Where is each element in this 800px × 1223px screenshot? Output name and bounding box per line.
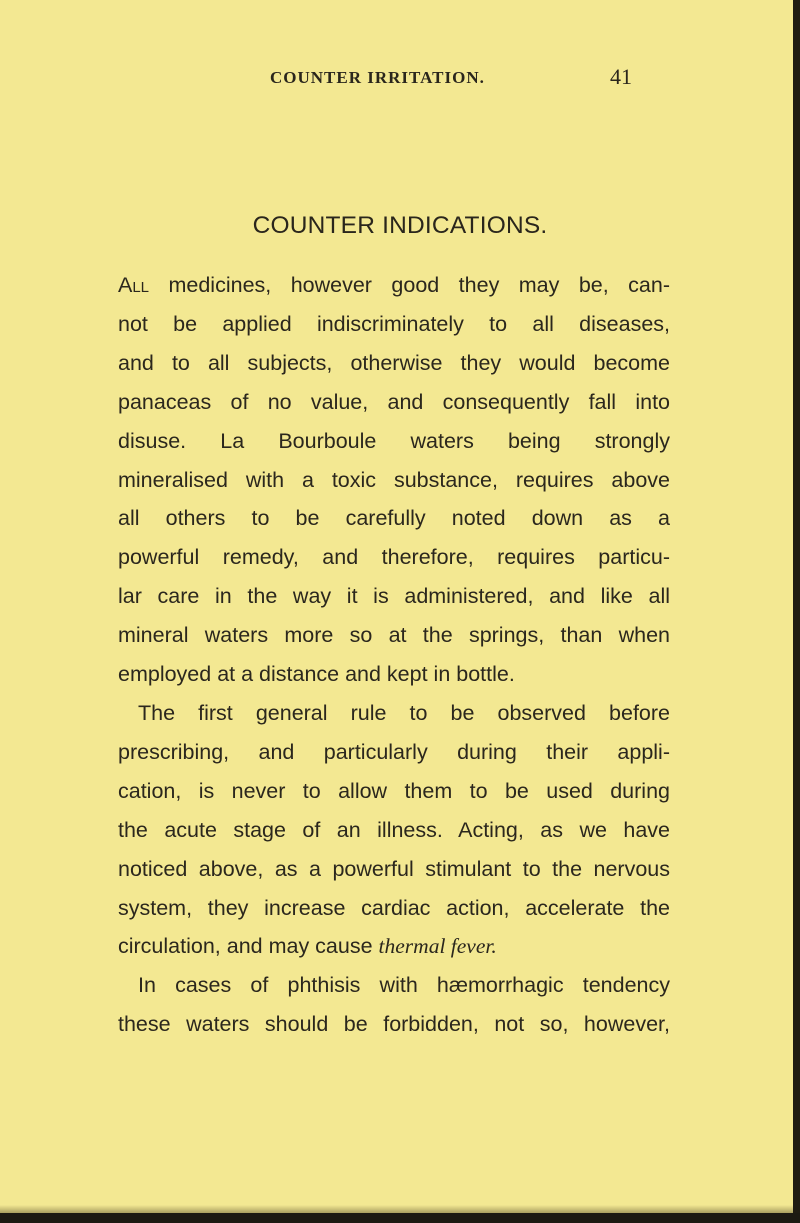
text-line: In cases of phthisis with hæmorrhagic tendency	[138, 973, 670, 998]
running-head	[120, 64, 680, 104]
text-line: panaceas of no value, and consequently fall into	[118, 389, 670, 414]
text-line: disuse. La Bourboule waters being strongly	[118, 428, 670, 453]
section-heading: COUNTER INDICATIONS.	[252, 212, 548, 239]
text-line: cation, is never to allow them to be used during	[118, 778, 670, 803]
lead-word: All	[118, 273, 150, 297]
text-line: The first general rule to be observed before	[138, 700, 670, 725]
text-line: noticed above, as a powerful stimulant to the nervous	[118, 856, 670, 881]
paragraph-2	[118, 694, 670, 966]
page-edge-right	[793, 0, 800, 1223]
line-text: circulation, and may cause	[118, 934, 373, 959]
text-line: not be applied indiscriminately to all diseases,	[118, 311, 670, 336]
text-line: mineral waters more so at the springs, than when	[118, 623, 670, 648]
text-line: all others to be carefully noted down as a	[118, 506, 670, 531]
page-number: 41	[610, 64, 632, 89]
text-line: lar care in the way it is administered, and like all	[118, 584, 670, 609]
text-line: the acute stage of an illness. Acting, as we have	[118, 817, 670, 842]
text-line: and to all subjects, otherwise they would become	[118, 350, 670, 375]
text-line	[118, 927, 670, 966]
paragraph-3	[118, 966, 670, 1044]
paragraph-1	[118, 266, 670, 694]
text-line: these waters should be forbidden, not so, however,	[118, 1012, 670, 1037]
running-title: COUNTER IRRITATION.	[270, 68, 485, 87]
italic-term: thermal fever.	[378, 934, 497, 959]
text-line: employed at a distance and kept in bottle.	[118, 662, 515, 687]
text-line: system, they increase cardiac action, accelerate the	[118, 895, 670, 920]
text-line: mineralised with a toxic substance, requires above	[118, 467, 670, 492]
text-line	[118, 266, 670, 305]
page-edge-bottom	[0, 1213, 800, 1223]
body-text	[118, 266, 670, 1044]
text-line: powerful remedy, and therefore, requires particu-	[118, 545, 670, 570]
text-line: prescribing, and particularly during their appli-	[118, 739, 670, 764]
line-text: medicines, however good they may be, can-	[168, 273, 670, 297]
page-shadow	[0, 1205, 800, 1213]
